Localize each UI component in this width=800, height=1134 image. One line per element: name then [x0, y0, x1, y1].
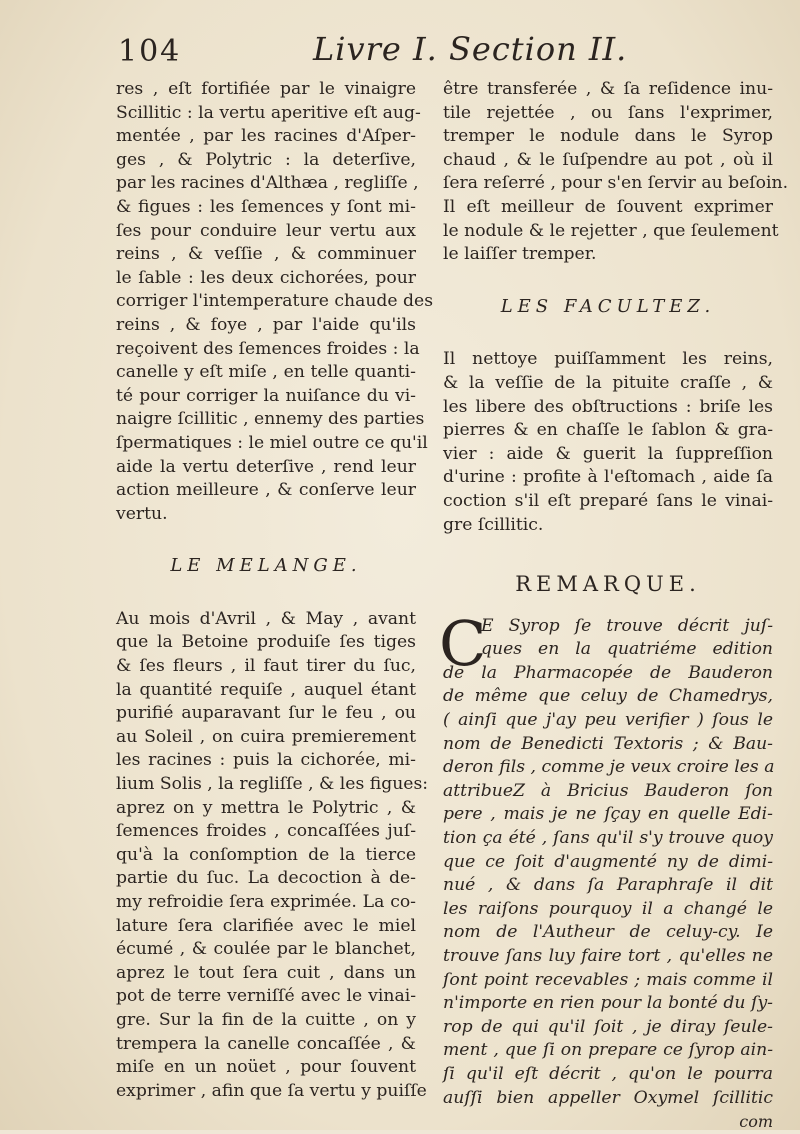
text-line: de la Pharmacopée de Bauderon: [443, 662, 773, 683]
text-line: Il nettoye puiſſamment les reins,: [443, 349, 773, 370]
text-line: que la Betoine produiſe ſes tiges: [116, 632, 416, 653]
text-line: miſe en un noüet , pour ſouvent: [116, 1057, 416, 1078]
text-line: nom de Benedicti Textoris ; & Bau-: [443, 733, 773, 754]
text-line: n'importe en rien pour la bonté du ſy-: [443, 993, 773, 1014]
text-line: action meilleure , & conſerve leur: [116, 480, 416, 501]
text-line: trouve ſans luy faire tort , qu'elles ne: [443, 946, 773, 966]
text-line: corriger l'intemperature chaude des: [116, 291, 434, 312]
text-line: vertu.: [116, 503, 168, 524]
text-line: la quantité requiſe , auquel étant: [116, 679, 416, 700]
text-line: té pour corriger la nuiſance du vi-: [116, 385, 416, 406]
text-line: que ce ſoit d'augmenté ny de dimi-: [443, 851, 773, 872]
text-line: le laiſſer tremper.: [443, 244, 597, 265]
text-line: rop de qui qu'il ſoit , je diray ſeule-: [443, 1016, 773, 1037]
text-line: ſpermatiques : le miel outre ce qu'il: [116, 432, 428, 453]
text-line: Au mois d'Avril , & May , avant: [116, 608, 416, 629]
text-line: les libere des obſtructions : briſe les: [443, 396, 773, 417]
text-line: les racines : puis la cichorée, mi-: [116, 750, 416, 771]
catchword: com: [739, 1112, 773, 1132]
text-line: purifié auparavant ſur le feu , ou: [116, 703, 416, 724]
text-line: reins , & veſſie , & comminuer: [116, 244, 416, 265]
text-line: aprez on y mettra le Polytric , &: [116, 797, 416, 818]
text-line: tile rejettée , ou ſans l'exprimer,: [443, 102, 773, 123]
text-line: & la veſſie de la pituite craſſe , &: [443, 372, 773, 393]
text-line: vier : aide & guerit la ſuppreſſion: [443, 443, 773, 464]
text-line: ſi qu'il eſt décrit , qu'on le pourra: [443, 1063, 773, 1084]
text-line: être transferée , & ſa reſidence inu-: [443, 79, 773, 99]
text-line: coction s'il eſt preparé ſans le vinai-: [443, 490, 773, 511]
text-line: les raiſons pourquoy il a changé le: [443, 898, 773, 919]
text-line: ſes pour conduire leur vertu aux: [116, 220, 416, 241]
text-line: aide la vertu deterſive , rend leur: [116, 456, 416, 477]
text-line: exprimer , afin que ſa vertu y puiſſe: [116, 1080, 427, 1101]
text-line: E Syrop ſe trouve décrit juſ-: [481, 615, 773, 636]
text-line: mentée , par les racines d'Aſper-: [116, 126, 416, 147]
paragraph-continuation: [443, 78, 789, 267]
drop-cap-letter: C: [439, 606, 487, 680]
text-line: lium Solis , la regliſſe , & les figues:: [116, 774, 429, 795]
text-line: Il eſt meilleur de ſouvent exprimer: [443, 196, 773, 217]
text-line: pot de terre verniſſé avec le vinai-: [116, 986, 416, 1007]
text-line: écumé , & coulée par le blanchet,: [116, 939, 416, 960]
paragraph-facultez: [443, 348, 773, 537]
text-line: trempera la canelle concaſſée , &: [116, 1033, 416, 1054]
text-line: deron fils , comme je veux croire les a: [443, 757, 775, 778]
text-line: partie du ſuc. La decoction à de-: [116, 868, 416, 889]
text-line: qu'à la conſomption de la tierce: [116, 844, 416, 865]
text-line: tremper le nodule dans le Syrop: [443, 126, 773, 147]
text-line: pierres & en chaſſe le ſablon & gra-: [443, 420, 773, 441]
paragraph-remarque: [443, 662, 773, 1110]
heading-le-melange: LE MELANGE.: [170, 555, 362, 577]
text-line: gre ſcillitic.: [443, 514, 544, 535]
text-line: my refroidie ſera exprimée. La co-: [116, 892, 416, 912]
text-line: le nodule & le rejetter , que ſeulement: [443, 220, 779, 241]
text-line: gre. Sur la fin de la cuitte , on y: [116, 1009, 416, 1030]
page-header: [118, 30, 760, 76]
text-line: res , eſt fortifiée par le vinaigre: [116, 79, 416, 99]
paragraph-melange: [116, 608, 429, 1103]
text-line: reçoivent des ſemences froides : la: [116, 338, 420, 359]
remarque-block: [439, 606, 775, 1110]
right-column: [439, 78, 789, 1134]
text-line: & figues : les ſemences y ſont mi-: [116, 196, 416, 217]
text-line: ques en la quatriéme edition: [481, 639, 773, 660]
paragraph-remarque-indented: [443, 615, 773, 662]
text-line: Scillitic : la vertu aperitive eſt aug-: [116, 102, 421, 123]
text-line: reins , & foye , par l'aide qu'ils: [116, 314, 416, 335]
text-line: attribueZ à Bricius Bauderon ſon: [443, 780, 773, 801]
page-number: 104: [118, 34, 182, 69]
text-line: naigre ſcillitic , ennemy des parties: [116, 409, 425, 430]
text-line: & ſes fleurs , il faut tirer du ſuc,: [116, 656, 416, 677]
text-line: tion ça été , ſans qu'il s'y trouve quoy: [443, 828, 773, 849]
text-line: ( ainſi que j'ay peu verifier ) ſous le: [443, 710, 773, 731]
text-line: chaud , & le ſuſpendre au pot , où il: [443, 149, 773, 170]
text-line: de même que celuy de Chamedrys,: [443, 686, 773, 707]
running-head: Livre I. Section II.: [313, 30, 628, 68]
text-line: ſemences froides , concaſſées juſ-: [116, 821, 416, 842]
text-line: d'urine : profite à l'eſtomach , aide ſa: [443, 467, 773, 488]
text-line: lature ſera clarifiée avec le miel: [116, 915, 416, 936]
text-line: ſera reſerré , pour s'en ſervir au beſoin.: [443, 173, 789, 194]
left-column: [116, 78, 434, 1103]
heading-les-facultez: LES FACULTEZ.: [500, 295, 716, 317]
text-line: au Soleil , on cuira premierement: [116, 726, 416, 747]
text-line: aprez le tout ſera cuit , dans un: [116, 962, 416, 983]
text-line: nom de l'Autheur de celuy-cy. Ie: [443, 922, 773, 943]
text-line: par les racines d'Althæa , regliſſe ,: [116, 173, 419, 194]
text-line: ment , que ſi on prepare ce ſyrop ain-: [443, 1040, 773, 1061]
text-line: nué , & dans ſa Paraphraſe il dit: [443, 875, 773, 896]
heading-remarque: REMARQUE.: [515, 572, 701, 597]
text-line: auſſi bien appeller Oxymel ſcillitic: [443, 1087, 773, 1108]
text-line: canelle y eſt miſe , en telle quanti-: [116, 362, 416, 383]
text-line: ges , & Polytric : la deterſive,: [116, 149, 416, 170]
text-line: pere , mais je ne ſçay en quelle Edi-: [443, 804, 773, 825]
paragraph-virtues: [116, 78, 434, 526]
text-line: le ſable : les deux cichorées, pour: [116, 267, 416, 288]
text-line: ſont point recevables ; mais comme il: [443, 969, 773, 990]
